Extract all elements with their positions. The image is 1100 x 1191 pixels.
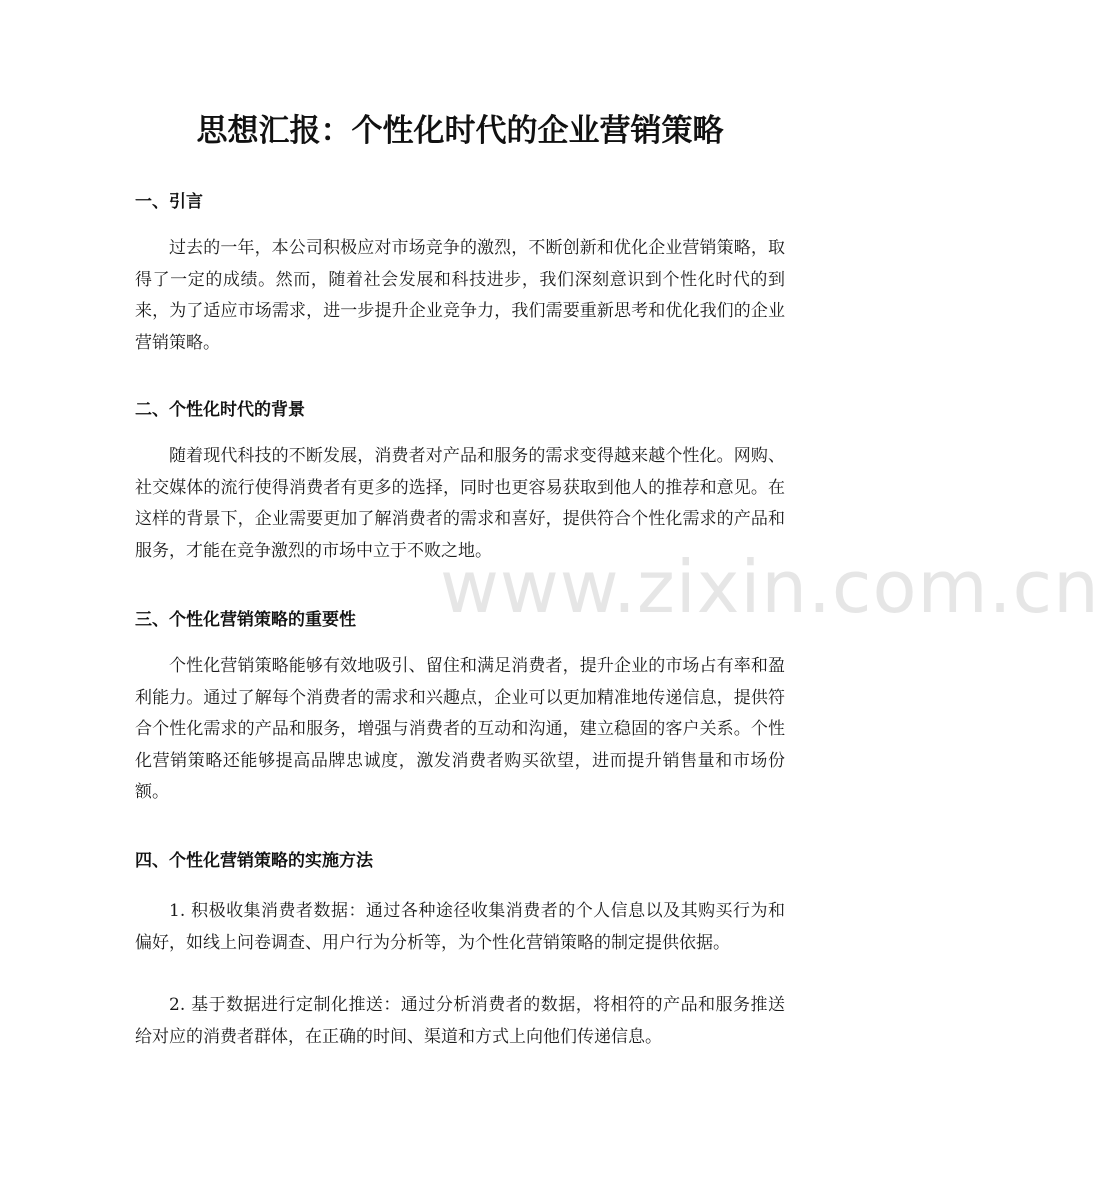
document-title: 思想汇报：个性化时代的企业营销策略 xyxy=(196,113,724,149)
section-paragraph: 过去的一年，本公司积极应对市场竞争的激烈，不断创新和优化企业营销策略，取得了一定的成绩。然而，随着社会发展和科技进步，我们深刻意识到个性化时代的到来，为了适应市场需求，进一步提升企业竞争力，我们需要重新思考和优化我们的企业营销策略。 xyxy=(135,238,785,353)
section-paragraph: 随着现代科技的不断发展，消费者对产品和服务的需求变得越来越个性化。网购、社交媒体的流行使得消费者有更多的选择，同时也更容易获取到他人的推荐和意见。在这样的背景下，企业需要更加了解消费者的需求和喜好，提供符合个性化需求的产品和服务，才能在竞争激烈的市场中立于不败之地。 xyxy=(135,446,785,561)
list-item: 1. 积极收集消费者数据：通过各种途径收集消费者的个人信息以及其购买行为和偏好，如线上问卷调查、用户行为分析等，为个性化营销策略的制定提供依据。 xyxy=(135,901,785,953)
section-heading-intro: 一、引言 xyxy=(135,192,203,212)
list-item: 2. 基于数据进行定制化推送：通过分析消费者的数据，将相符的产品和服务推送给对应的消费者群体，在正确的时间、渠道和方式上向他们传递信息。 xyxy=(135,995,785,1047)
section-heading-importance: 三、个性化营销策略的重要性 xyxy=(135,610,356,630)
watermark: www.zixin.com.cn xyxy=(440,545,1100,629)
section-paragraph: 个性化营销策略能够有效地吸引、留住和满足消费者，提升企业的市场占有率和盈利能力。通过了解每个消费者的需求和兴趣点，企业可以更加精准地传递信息，提供符合个性化需求的产品和服务，增强与消费者的互动和沟通，建立稳固的客户关系。个性化营销策略还能够提高品牌忠诚度，激发消费者购买欲望，进而提升销售量和市场份额。 xyxy=(135,656,785,802)
section-heading-methods: 四、个性化营销策略的实施方法 xyxy=(135,851,373,871)
section-heading-background: 二、个性化时代的背景 xyxy=(135,400,305,420)
